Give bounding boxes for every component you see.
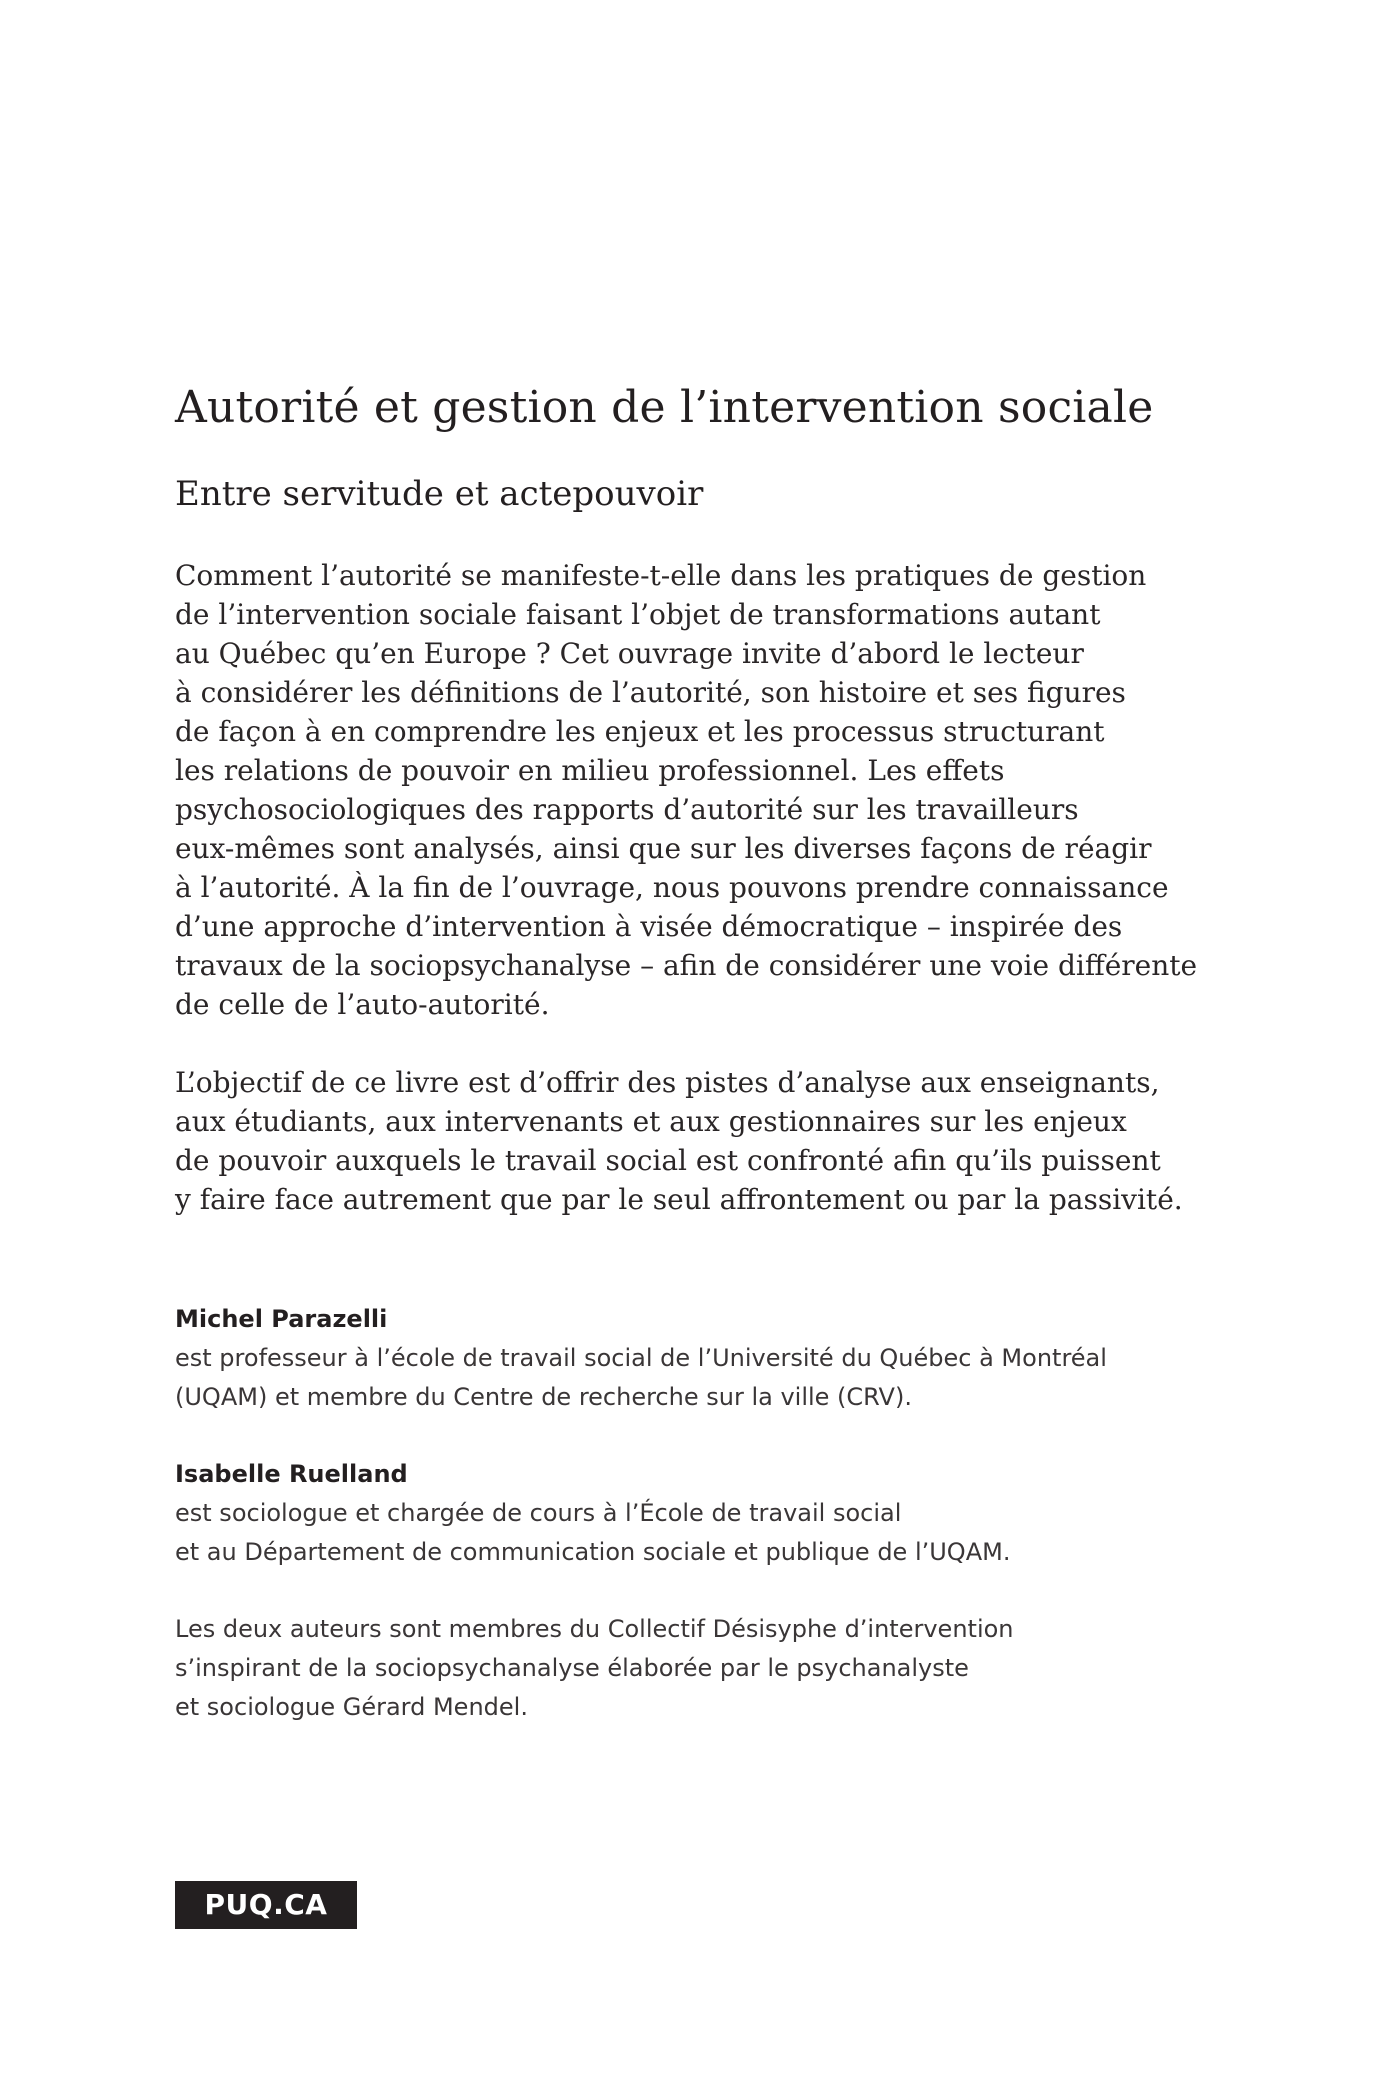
description-line: Comment l’autorité se manifeste-t-elle dans les pratiques de gestion — [175, 559, 1147, 592]
note-line: Les deux auteurs sont membres du Collectif Désisyphe d’intervention — [175, 1615, 1014, 1643]
note-line: et sociologue Gérard Mendel. — [175, 1693, 528, 1721]
description-line: les relations de pouvoir en milieu professionnel. Les effets — [175, 754, 1005, 787]
description-line: travaux de la sociopsychanalyse – afin de considérer une voie différente — [175, 949, 1198, 982]
description-line: de celle de l’auto-autorité. — [175, 988, 550, 1021]
description-line: eux-mêmes sont analysés, ainsi que sur les diverses façons de réagir — [175, 832, 1152, 865]
description-line: y faire face autrement que par le seul affrontement ou par la passivité. — [175, 1183, 1183, 1216]
note-line: s’inspirant de la sociopsychanalyse élaborée par le psychanalyste — [175, 1654, 969, 1682]
description-line: à considérer les définitions de l’autorité, son histoire et ses figures — [175, 676, 1126, 709]
description-line: à l’autorité. À la fin de l’ouvrage, nous pouvons prendre connaissance — [175, 871, 1169, 904]
description-line: L’objectif de ce livre est d’offrir des pistes d’analyse aux enseignants, — [175, 1066, 1160, 1099]
description-line: au Québec qu’en Europe ? Cet ouvrage invite d’abord le lecteur — [175, 637, 1084, 670]
author-isabelle-ruelland — [175, 1455, 1010, 1572]
description-line: de l’intervention sociale faisant l’objet de transformations autant — [175, 598, 1101, 631]
description-line: aux étudiants, aux intervenants et aux gestionnaires sur les enjeux — [175, 1105, 1127, 1138]
book-subtitle: Entre servitude et actepouvoir — [175, 474, 704, 514]
author-bio-line: est sociologue et chargée de cours à l’École de travail social — [175, 1499, 902, 1527]
description-line: psychosociologiques des rapports d’autorité sur les travailleurs — [175, 793, 1079, 826]
author-name: Michel Parazelli — [175, 1305, 388, 1333]
description-paragraph-2 — [175, 1063, 1183, 1219]
author-michel-parazelli — [175, 1300, 1107, 1417]
authors-collective-note — [175, 1610, 1014, 1727]
description-line: de pouvoir auxquels le travail social est confronté afin qu’ils puissent — [175, 1144, 1161, 1177]
author-name: Isabelle Ruelland — [175, 1460, 408, 1488]
author-bio-line: (UQAM) et membre du Centre de recherche sur la ville (CRV). — [175, 1383, 912, 1411]
author-bio-line: et au Département de communication sociale et publique de l’UQAM. — [175, 1538, 1011, 1566]
book-title: Autorité et gestion de l’intervention sociale — [175, 382, 1154, 433]
description-paragraph-1 — [175, 556, 1197, 1024]
description-line: de façon à en comprendre les enjeux et les processus structurant — [175, 715, 1105, 748]
author-bio-line: est professeur à l’école de travail social de l’Université du Québec à Montréal — [175, 1344, 1107, 1372]
publisher-logo: PUQ.CA — [175, 1881, 357, 1929]
description-line: d’une approche d’intervention à visée démocratique – inspirée des — [175, 910, 1123, 943]
